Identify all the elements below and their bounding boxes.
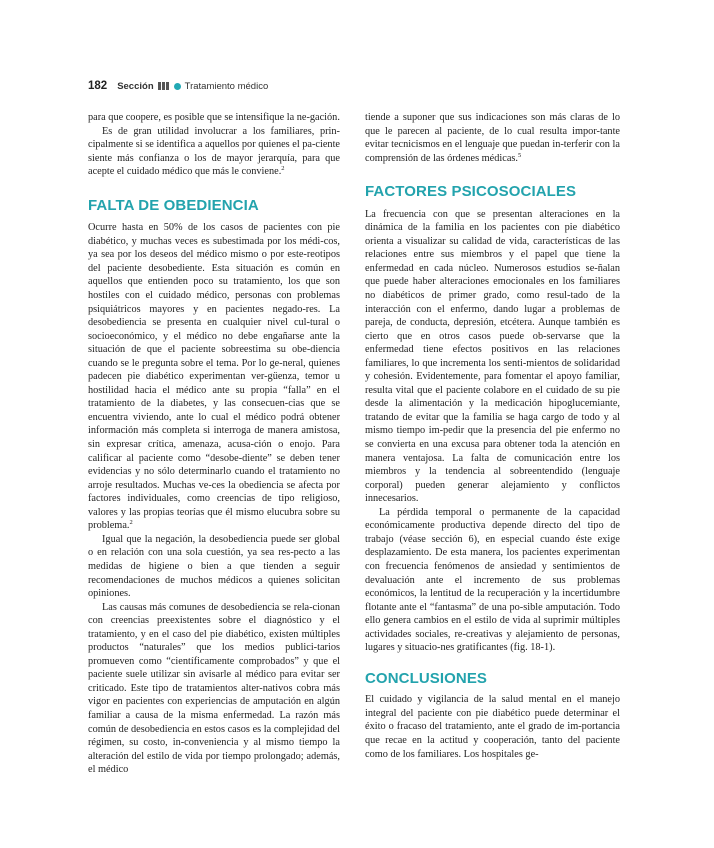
running-header — [88, 80, 268, 92]
paragraph: tiende a suponer que sus indicaciones son más claras de lo que le parecen al paciente, de lo cual resulta impor-tante evitar tecnicismos en el lenguaje que puedan in-terferir con la comprensión de las órdenes médicas.$^5$ — [365, 112, 620, 164]
bullet-dot-icon — [174, 83, 181, 90]
reference-mark: 5 — [517, 151, 522, 159]
paragraph: El cuidado y vigilancia de la salud mental en el manejo integral del paciente con pie diabético puede determinar el éxito o fracaso del tratamiento, ante el grado de im-portancia que recae en la actitud y cooperación, tanto del paciente como de los familiares. Los hospitales ge- — [365, 694, 620, 760]
section-heading-factores-psicosociales: FACTORES PSICOSOCIALES — [365, 183, 577, 201]
paragraph: Igual que la negación, la desobediencia puede ser global o en relación con una sola cuestión, ya sea res-pecto a las medidas de higiene o bien a que tienden a seguir recomendaciones de muchos médicos a quienes solicitan opiniones. — [88, 533, 340, 600]
chapter-title: Tratamiento médico — [184, 80, 269, 92]
section-heading-falta-de-obediencia: FALTA DE OBEDIENCIA — [88, 196, 259, 214]
reference-mark: 2 — [281, 165, 285, 173]
left-column — [88, 111, 340, 777]
paragraph: La pérdida temporal o permanente de la capacidad económicamente productiva depende directo del tipo de trabajo (véase sección 6), en especial cuando éste exige desplazamiento. De esta manera, los pacientes experimentan con frecuencia fenómenos de ansiedad y sentimientos de devaluación ante el incremento de sus problemas económicos, la lentitud de la recuperación y la incertidumbre flotante ante el “fantasma” de una po-sible amputación. Todo ello genera cambios en el estilo de vida al suprimir múltiples actividades sociales, re-creativas y alejamiento de personas, lugares y situacio-nes gratificantes (fig. 18-1). — [365, 506, 620, 654]
paragraph: para que coopere, es posible que se intensifique la ne-gación. — [88, 112, 340, 123]
section-heading-conclusiones: CONCLUSIONES — [365, 669, 488, 687]
reference-mark: 2 — [129, 519, 133, 527]
page-number: 182 — [88, 80, 108, 92]
section-label: Sección — [117, 80, 154, 92]
paragraph: Las causas más comunes de desobediencia se rela-cionan con creencias preexistentes sobre el diagnóstico y el tratamiento, y en el caso del pie diabético, existen múltiples productos “naturales” que los medios publici-tarios promueven como “científicamente comprobados” y que el paciente suele utilizar sin avisarle al médico para evitar ser criticado. Este tipo de tratamientos alter-nativos cobra más vigor en pacientes con experiencias de amputación en algún familiar a causa de la misma enfermedad. La razón más común de desobediencia en estos casos es la complejidad del régimen, su costo, in-conveniencia y al mismo tiempo la alteración del estilo de vida por tiempo prolongado; además, el médico — [88, 601, 340, 776]
right-column — [365, 111, 620, 761]
paragraph: La frecuencia con que se presentan alteraciones en la dinámica de la familia en los pacientes con pie diabético orienta a visualizar su calidad de vida, características de las relaciones entre sus miembros y el papel que tiene la enfermedad en cada núcleo. Numerosos estudios se-ñalan que puede haber alteraciones emocionales en los familiares no diabéticos de primer grado, como resul-tado de la interacción con el enfermo, dando lugar a problemas de pareja, de conducta, depresión, etcétera. Aunque también es cierto que en otros casos puede ob-servarse que la enfermedad tiene efectos positivos en las relaciones familiares, lo que incrementa los senti-mientos de solidaridad y cohesión. Evidentemente, para fomentar el apoyo familiar, resulta vital que el paciente colabore en el cuidado de su pie desde la alimentación y la medicación hipoglucemiante, tratando de evitar que la familia se haga cargo de todo y al mismo tiempo im-pedir que la presencia del pie enfermo no se convierta en una excusa para obtener toda la atención en manera ventajosa. La falta de comunicación entre los miembros y la tendencia al sobreentendido (lenguaje corporal) pueden generar alejamiento y conflictos innecesarios. — [365, 208, 620, 505]
paragraph: Es de gran utilidad involucrar a los familiares, prin-cipalmente si se identifica a aquellos por quienes el pa-ciente siente más confianza o los de mayor jerarquía, para que acepte el cuidado médico que más le conviene.$^2$ — [88, 125, 340, 178]
section-roman-three-icon — [158, 82, 169, 90]
paragraph: Ocurre hasta en 50% de los casos de pacientes con pie diabético, y muchas veces es subestimada por los médi-cos, ya sea por los deseos del médico mismo o por este-reotipos del paciente desobediente. Esta situación es común en aquellos que entienden poco su tratamiento, los que son hostiles con el cuidado médico, personas con problemas psiquiátricos mayores y en pacientes negado-res. La desobediencia se presenta en cualquier nivel cul-tural o socioeconómico, y el médico no debe engañarse ante la situación de que el paciente sobreestima su obe-diencia cuando se le pregunta sobre el tema. Por lo ge-neral, quienes padecen pie diabético experimentan ver-güenza, temor u hostilidad hacia el médico ante su propia “falla” en el tratamiento de la diabetes, y las consecuen-cias que se encuentra viviendo, ante lo cual el médico podrá obtener información más completa si interroga de manera amistosa, sin expresar crítica, amenaza, acusa-ción o enojo. Para calificar al paciente como “desobe-diente” se deben tener evidencias y no sólo determinarlo cuando el tratamiento no arroje resultados. Muchas ve-ces la obediencia se afecta por factores individuales, como creencias de tipo religioso, valores y las propias teorías que él mismo elucubra sobre su problema.$^2$ — [88, 222, 340, 532]
